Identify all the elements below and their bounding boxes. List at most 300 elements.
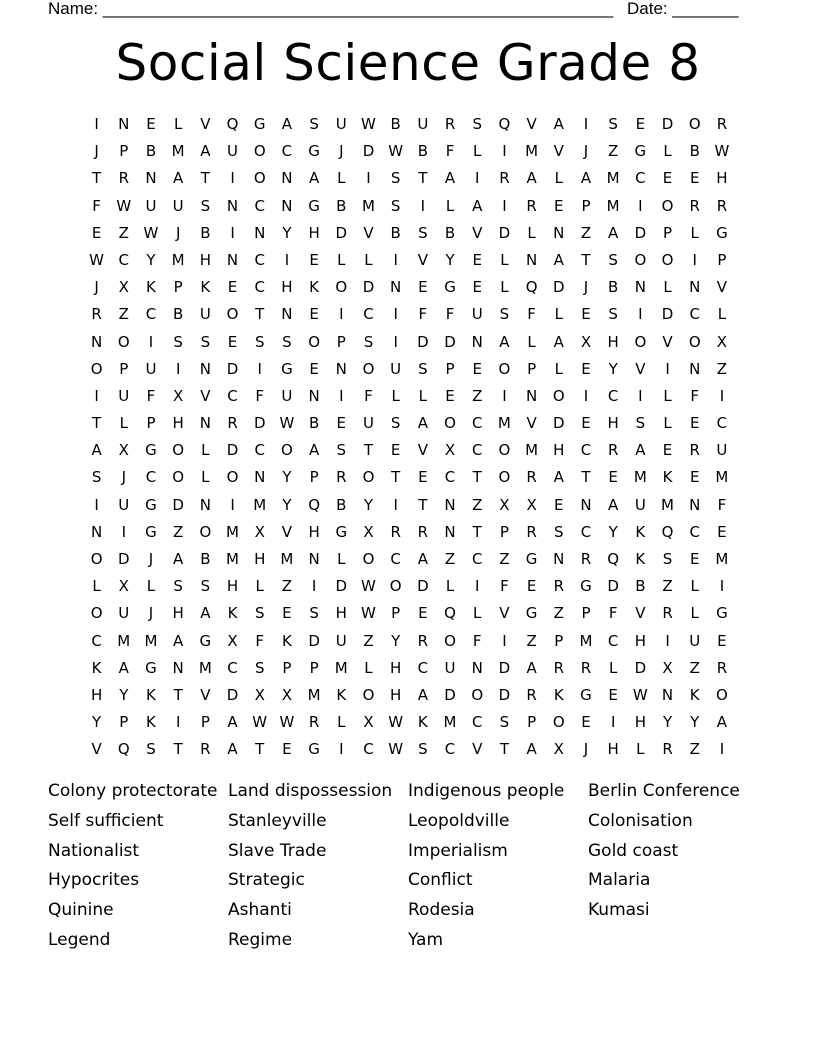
grid-letter: Y [662, 713, 673, 732]
grid-letter: R [526, 685, 537, 704]
grid-letter: I [583, 115, 589, 133]
grid-letter: Z [689, 658, 700, 677]
grid-letter: M [606, 196, 620, 215]
grid-letter: N [689, 278, 701, 297]
grid-letter: H [607, 414, 619, 433]
grid-letter: I [230, 223, 235, 242]
grid-letter: R [580, 550, 592, 568]
grid-letter: G [716, 223, 728, 242]
grid-letter: N [335, 359, 347, 378]
grid-letter: N [281, 169, 293, 188]
grid-letter: C [227, 658, 238, 677]
grid-letter: U [390, 359, 402, 378]
grid-letter: T [92, 414, 102, 433]
grid-letter: T [499, 740, 509, 759]
grid-letter: N [471, 658, 483, 677]
grid-letter: M [361, 196, 375, 215]
grid-letter: C [689, 522, 700, 541]
word-list-item: Gold coast [588, 840, 679, 861]
grid-letter: A [417, 685, 428, 704]
grid-letter: M [226, 522, 239, 541]
grid-letter: R [444, 115, 456, 133]
grid-letter: U [362, 414, 374, 433]
grid-letter: W [388, 740, 404, 759]
grid-letter: D [661, 305, 674, 324]
grid-letter: T [92, 169, 102, 188]
grid-letter: L [445, 196, 455, 215]
grid-letter: I [257, 359, 262, 378]
grid-letter: A [91, 441, 102, 460]
grid-letter: C [471, 414, 483, 433]
grid-letter: I [393, 305, 398, 324]
grid-letter: L [608, 658, 618, 677]
grid-letter: Q [498, 115, 511, 133]
grid-letter: M [171, 250, 185, 269]
grid-letter: D [362, 142, 375, 161]
grid-letter: N [308, 550, 320, 568]
grid-letter: V [526, 414, 537, 433]
grid-letter: F [146, 386, 156, 405]
grid-letter: O [471, 685, 484, 704]
grid-letter: S [309, 115, 319, 133]
grid-letter: P [146, 414, 156, 433]
grid-letter: B [390, 115, 401, 133]
grid-letter: S [499, 713, 510, 732]
grid-letter: O [552, 386, 565, 405]
name-field-label: Name: ______________________________________________________ [48, 0, 614, 18]
grid-letter: I [339, 305, 344, 324]
grid-letter: M [715, 468, 729, 487]
grid-letter: M [253, 495, 267, 514]
grid-letter: M [171, 142, 185, 161]
grid-letter: I [638, 386, 643, 405]
grid-letter: N [226, 196, 239, 215]
grid-letter: K [689, 685, 700, 704]
grid-letter: B [635, 577, 646, 596]
grid-letter: O [498, 441, 511, 460]
grid-letter: H [634, 631, 646, 650]
grid-letter: N [634, 278, 646, 297]
grid-letter: C [254, 250, 265, 269]
grid-letter: E [418, 604, 428, 623]
grid-letter: U [199, 305, 211, 324]
grid-letter: S [254, 658, 265, 677]
grid-letter: I [665, 359, 670, 378]
grid-letter: X [580, 332, 592, 351]
grid-letter: B [390, 223, 401, 242]
grid-letter: R [553, 577, 564, 596]
grid-letter: D [498, 658, 511, 677]
grid-letter: R [662, 604, 673, 623]
grid-letter: P [581, 604, 591, 623]
grid-letter: D [607, 577, 619, 596]
grid-letter: W [279, 713, 295, 732]
word-list-item: Hypocrites [48, 870, 140, 891]
grid-letter: S [472, 115, 482, 133]
grid-letter: E [581, 305, 591, 324]
grid-letter: K [635, 550, 646, 568]
grid-letter: O [661, 250, 674, 269]
grid-letter: C [254, 441, 265, 460]
word-list-item: Indigenous people [408, 781, 565, 801]
grid-letter: S [91, 468, 102, 487]
grid-letter: L [500, 250, 509, 269]
grid-letter: W [632, 685, 648, 704]
grid-letter: I [719, 386, 725, 405]
grid-letter: G [634, 142, 647, 161]
grid-letter: E [282, 740, 292, 759]
grid-letter: O [172, 441, 185, 460]
grid-letter: Y [146, 250, 156, 269]
grid-letter: V [499, 604, 510, 623]
grid-letter: T [363, 441, 374, 460]
grid-letter: A [173, 550, 184, 568]
grid-letter: M [280, 550, 294, 568]
grid-letter: T [255, 740, 265, 759]
grid-letter: K [662, 468, 673, 487]
grid-letter: C [471, 550, 483, 568]
grid-letter: S [309, 604, 319, 623]
grid-letter: O [226, 468, 239, 487]
grid-letter: C [471, 713, 483, 732]
grid-letter: Z [526, 631, 537, 650]
grid-letter: H [390, 685, 402, 704]
grid-letter: C [390, 550, 401, 568]
grid-letter: C [580, 522, 592, 541]
grid-letter: Q [226, 115, 239, 133]
grid-letter: J [583, 278, 589, 297]
grid-letter: S [635, 414, 646, 433]
grid-letter: Z [580, 223, 592, 242]
grid-letter: B [336, 196, 347, 215]
grid-letter: M [525, 142, 539, 161]
grid-letter: E [689, 169, 700, 188]
grid-letter: L [337, 169, 346, 188]
grid-letter: K [336, 685, 347, 704]
grid-letter: A [526, 169, 537, 188]
word-list-item: Conflict [408, 870, 473, 891]
grid-letter: L [663, 386, 672, 405]
grid-letter: D [417, 577, 429, 596]
grid-letter: F [445, 305, 455, 324]
grid-letter: E [581, 713, 591, 732]
grid-letter: P [173, 278, 183, 297]
grid-letter: C [118, 250, 130, 269]
grid-letter: A [499, 332, 510, 351]
grid-letter: F [255, 631, 265, 650]
grid-letter: N [281, 196, 293, 215]
grid-letter: N [525, 250, 538, 269]
grid-letter: S [254, 332, 265, 351]
grid-letter: W [116, 196, 132, 215]
word-list-item: Imperialism [408, 840, 508, 861]
grid-letter: S [662, 550, 673, 568]
grid-letter: M [715, 550, 729, 568]
grid-letter: M [661, 495, 674, 514]
grid-letter: D [498, 223, 511, 242]
grid-letter: X [662, 658, 673, 677]
word-list-item: Colonisation [588, 810, 693, 831]
grid-letter: L [690, 223, 699, 242]
grid-letter: L [473, 604, 482, 623]
grid-letter: V [363, 223, 374, 242]
grid-letter: G [145, 522, 157, 541]
grid-letter: X [553, 740, 564, 759]
grid-letter: M [226, 550, 239, 568]
grid-letter: U [444, 658, 456, 677]
grid-letter: B [417, 142, 428, 161]
grid-letter: P [527, 359, 537, 378]
grid-letter: G [444, 278, 456, 297]
word-list-item: Quinine [48, 900, 114, 921]
grid-letter: R [689, 196, 700, 215]
grid-letter: X [363, 713, 374, 732]
grid-letter: E [418, 278, 428, 297]
grid-letter: V [281, 522, 293, 541]
grid-letter: D [226, 441, 239, 460]
grid-letter: D [634, 658, 647, 677]
word-list-item: Stanleyville [228, 810, 327, 831]
grid-letter: N [308, 386, 320, 405]
grid-letter: Y [445, 250, 455, 269]
grid-letter: W [89, 250, 105, 269]
grid-letter: P [309, 658, 319, 677]
grid-letter: M [443, 713, 457, 732]
grid-letter: S [554, 522, 564, 541]
grid-letter: A [417, 550, 428, 568]
grid-letter: S [608, 305, 618, 324]
grid-letter: M [334, 658, 348, 677]
grid-letter: N [254, 223, 266, 242]
grid-letter: Z [118, 305, 129, 324]
grid-letter: T [472, 468, 482, 487]
grid-letter: I [692, 250, 697, 269]
grid-letter: A [227, 713, 238, 732]
grid-letter: J [94, 142, 99, 161]
grid-letter: N [145, 169, 157, 188]
grid-letter: E [581, 359, 591, 378]
grid-letter: T [472, 522, 482, 541]
grid-letter: I [475, 169, 480, 188]
grid-letter: Z [118, 223, 129, 242]
word-list-item: Colony protectorate [48, 781, 218, 801]
grid-letter: L [663, 278, 672, 297]
grid-letter: C [444, 468, 456, 487]
grid-letter: F [500, 577, 509, 596]
grid-letter: P [336, 332, 346, 351]
grid-letter: S [499, 305, 510, 324]
grid-letter: G [335, 522, 348, 541]
grid-letter: U [145, 359, 157, 378]
word-list-item: Nationalist [48, 840, 140, 861]
grid-letter: X [173, 386, 184, 405]
grid-letter: E [146, 115, 156, 133]
grid-letter: L [717, 305, 727, 324]
grid-letter: N [199, 359, 211, 378]
grid-letter: U [335, 115, 347, 133]
grid-letter: N [199, 495, 211, 514]
grid-letter: F [255, 386, 265, 405]
grid-letter: N [553, 223, 565, 242]
grid-letter: E [91, 223, 102, 242]
grid-letter: L [554, 169, 563, 188]
grid-letter: H [607, 740, 619, 759]
grid-letter: X [499, 495, 510, 514]
grid-letter: W [388, 713, 404, 732]
grid-letter: U [716, 441, 728, 460]
grid-letter: N [390, 278, 402, 297]
grid-letter: V [91, 740, 102, 759]
grid-letter: D [444, 332, 456, 351]
grid-letter: A [553, 250, 564, 269]
grid-letter: C [254, 278, 265, 297]
grid-letter: I [638, 305, 643, 324]
word-list [48, 777, 768, 956]
grid-letter: Z [472, 495, 483, 514]
grid-letter: P [119, 142, 129, 161]
grid-letter: G [580, 577, 592, 596]
grid-letter: O [688, 332, 701, 351]
grid-letter: I [610, 713, 616, 732]
grid-letter: H [308, 223, 320, 242]
grid-letter: L [337, 550, 346, 568]
grid-letter: Y [282, 468, 292, 487]
grid-letter: L [364, 658, 373, 677]
grid-letter: A [173, 631, 184, 650]
grid-letter: D [253, 414, 266, 433]
grid-letter: P [581, 196, 591, 215]
grid-letter: P [309, 468, 319, 487]
grid-letter: H [390, 658, 402, 677]
grid-letter: X [363, 522, 374, 541]
grid-letter: O [253, 142, 266, 161]
grid-letter: V [200, 115, 211, 133]
grid-letter: X [227, 631, 238, 650]
grid-letter: D [362, 278, 375, 297]
grid-letter: S [173, 577, 183, 596]
grid-letter: K [227, 604, 238, 623]
grid-letter: Z [553, 604, 564, 623]
grid-letter: A [118, 658, 129, 677]
grid-letter: M [307, 685, 321, 704]
grid-letter: X [118, 577, 129, 596]
grid-letter: M [525, 441, 539, 460]
grid-letter: Z [363, 631, 374, 650]
grid-letter: A [526, 740, 537, 759]
grid-letter: Y [608, 359, 618, 378]
grid-letter: E [390, 441, 401, 460]
grid-letter: K [146, 685, 156, 704]
grid-letter: R [417, 631, 429, 650]
grid-letter: O [362, 468, 375, 487]
grid-letter: W [279, 414, 295, 433]
grid-letter: K [281, 631, 292, 650]
grid-letter: T [391, 468, 401, 487]
grid-letter: N [661, 685, 674, 704]
grid-letter: X [254, 685, 265, 704]
grid-letter: D [226, 685, 239, 704]
grid-letter: F [472, 631, 482, 650]
grid-letter: P [445, 359, 455, 378]
grid-letter: R [499, 169, 510, 188]
grid-letter: G [145, 495, 157, 514]
grid-letter: Z [662, 577, 673, 596]
grid-letter: C [145, 305, 157, 324]
grid-letter: V [716, 278, 728, 297]
grid-letter: G [145, 441, 157, 460]
grid-letter: P [527, 713, 537, 732]
grid-letter: S [418, 740, 428, 759]
grid-letter: V [526, 115, 537, 133]
grid-letter: P [200, 713, 210, 732]
grid-letter: H [254, 550, 266, 568]
grid-letter: G [308, 142, 320, 161]
grid-letter: A [200, 142, 211, 161]
grid-letter: V [417, 250, 428, 269]
grid-letter: B [200, 550, 211, 568]
grid-letter: L [337, 713, 346, 732]
grid-letter: L [418, 386, 428, 405]
grid-letter: R [200, 740, 211, 759]
grid-letter: S [418, 359, 428, 378]
grid-letter: M [198, 658, 212, 677]
grid-letter: O [634, 250, 647, 269]
grid-letter: T [418, 495, 428, 514]
grid-letter: E [635, 115, 646, 133]
grid-letter: E [418, 468, 428, 487]
grid-letter: F [364, 386, 373, 405]
grid-letter: F [527, 305, 536, 324]
grid-letter: E [472, 278, 482, 297]
grid-letter: J [583, 740, 589, 759]
grid-letter: R [227, 414, 238, 433]
grid-letter: E [309, 305, 319, 324]
grid-letter: R [716, 658, 728, 677]
grid-letter: Z [689, 740, 700, 759]
grid-letter: O [362, 359, 375, 378]
grid-letter: R [336, 468, 347, 487]
grid-letter: U [118, 604, 130, 623]
grid-letter: W [361, 577, 376, 596]
grid-letter: N [444, 495, 456, 514]
grid-letter: P [663, 223, 673, 242]
grid-letter: M [497, 414, 511, 433]
grid-letter: D [172, 495, 184, 514]
grid-letter: E [689, 414, 700, 433]
grid-letter: P [717, 250, 727, 269]
grid-letter: N [689, 359, 701, 378]
grid-letter: A [526, 658, 537, 677]
grid-letter: V [472, 740, 483, 759]
grid-letter: L [636, 740, 645, 759]
grid-letter: L [201, 468, 210, 487]
grid-letter: F [92, 196, 101, 215]
grid-letter: S [363, 332, 374, 351]
grid-letter: E [227, 332, 238, 351]
grid-letter: H [335, 604, 347, 623]
grid-letter: E [472, 359, 482, 378]
grid-letter: U [145, 196, 157, 215]
grid-letter: S [282, 332, 292, 351]
grid-letter: E [309, 250, 319, 269]
grid-letter: I [393, 250, 398, 269]
grid-letter: D [661, 115, 674, 133]
grid-letter: E [608, 468, 618, 487]
grid-letter: W [361, 604, 376, 623]
grid-letter: I [719, 740, 725, 759]
grid-letter: H [199, 250, 211, 269]
grid-letter: S [146, 740, 156, 759]
